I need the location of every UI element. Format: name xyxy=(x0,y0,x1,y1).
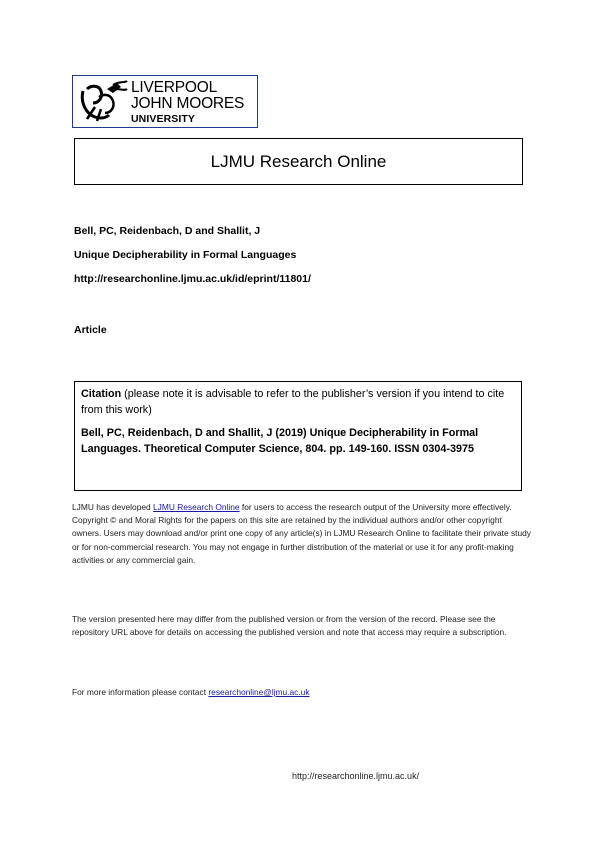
eprint-url[interactable]: http://researchonline.ljmu.ac.uk/id/eprint/11801/ xyxy=(74,273,311,285)
logo-line-3: UNIVERSITY xyxy=(131,113,196,125)
contact-line xyxy=(72,686,532,699)
university-logo xyxy=(72,75,258,128)
citation-text: Bell, PC, Reidenbach, D and Shallit, J (2019) Unique Decipherability in Formal Languages. Theoretical Computer Science, 804. pp. 149-160. ISSN 0304-3975 xyxy=(81,427,479,455)
logo-line-1: LIVERPOOL xyxy=(131,79,218,96)
contact-email-link[interactable]: researchonline@ljmu.ac.uk xyxy=(208,687,310,697)
contact-prefix: For more information please contact xyxy=(72,687,209,697)
rights-prefix: LJMU has developed xyxy=(72,502,154,512)
citation-label: Citation xyxy=(81,388,122,400)
item-type: Article xyxy=(74,324,107,336)
liver-bird-icon xyxy=(77,79,129,124)
logo-line-2: JOHN MOORES xyxy=(131,95,245,112)
citation-note: (please note it is advisable to refer to the publisher’s version if you intend to cite from this work) xyxy=(81,388,505,416)
footer-url[interactable]: http://researchonline.ljmu.ac.uk/ xyxy=(292,771,420,781)
citation-header xyxy=(81,386,515,418)
rights-suffix: for users to access the research output of the University more effectively. Copyright © and Moral Rights for the papers on this site are retained by the individual authors and/or other copyright owners. Users may download and/or print one copy of any article(s) in LJMU Research Online to facilitate their private study or for non-commercial research. You may not engage in further distribution of the material or use it for any profit-making activities or any commercial gain. xyxy=(72,502,531,565)
logo-wordmark xyxy=(131,80,244,125)
repository-title: LJMU Research Online xyxy=(210,151,387,171)
citation-box xyxy=(74,381,522,491)
repository-title-box xyxy=(74,138,523,185)
research-online-link[interactable]: LJMU Research Online xyxy=(153,502,240,512)
rights-statement xyxy=(72,501,532,567)
article-title: Unique Decipherability in Formal Languages xyxy=(74,249,297,261)
version-note: The version presented here may differ from the published version or from the version of the record. Please see the repository URL above for details on accessing the published version and note that access may require a subscription. xyxy=(72,614,507,638)
authors: Bell, PC, Reidenbach, D and Shallit, J xyxy=(74,225,261,237)
